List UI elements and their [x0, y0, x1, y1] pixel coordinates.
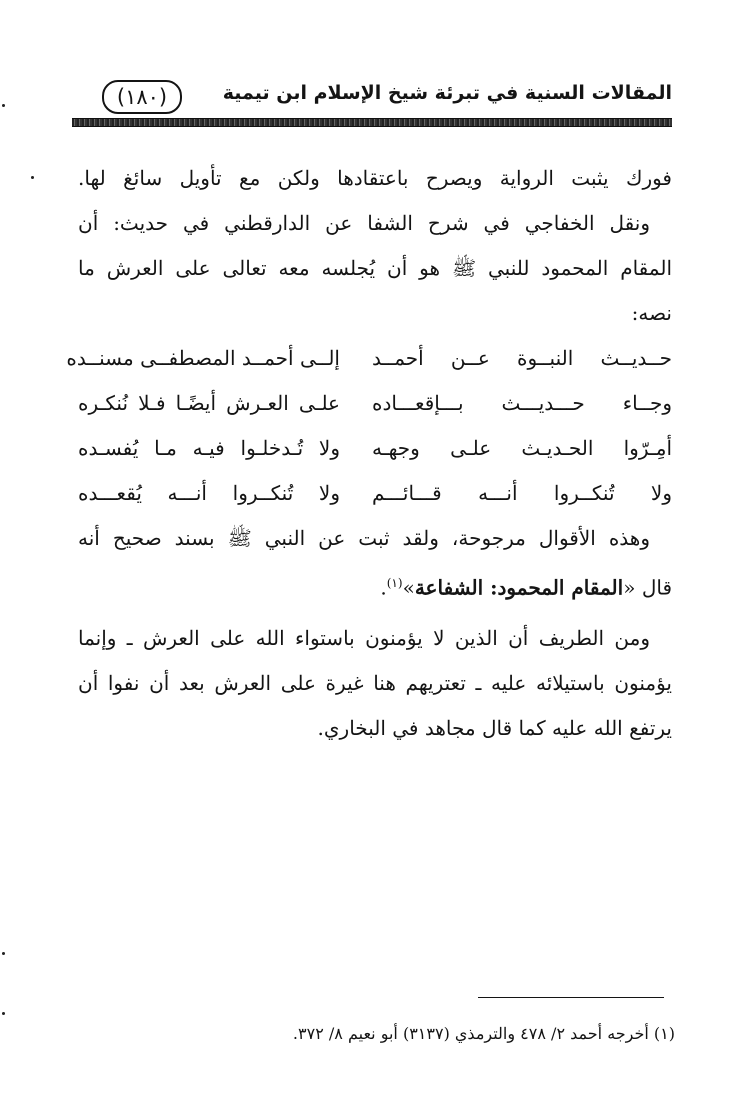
text-line: ونقل الخفاجي في شرح الشفا عن الدارقطني في حديث: أن	[78, 211, 650, 235]
running-title: المقالات السنية في تبرئة شيخ الإسلام ابن تيمية	[222, 82, 672, 104]
hadith-quote: المقام المحمود: الشفاعة	[414, 575, 624, 600]
quote-close: »	[402, 575, 415, 600]
text-line: يؤمنون باستيلائه عليه ـ تعتريهم هنا غيرة على العرش بعد أن نفوا أن	[78, 671, 672, 695]
poem	[66, 336, 672, 516]
poem-hemistich-second: علـى العـرش أيضًـا فـلا نُنكـره	[78, 391, 340, 415]
scan-mark	[2, 1012, 5, 1015]
footnote-ref[interactable]: (١)	[386, 576, 403, 590]
poem-verse	[78, 426, 672, 471]
poem-verse	[66, 336, 672, 381]
poem-verse	[78, 471, 672, 516]
poem-hemistich-second: إلــى أحمــد المصطفــى مسنــده	[66, 346, 340, 370]
page-header	[72, 74, 672, 118]
text-line: نصه:	[631, 301, 672, 325]
text-line: وهذه الأقوال مرجوحة، ولقد ثبت عن النبي ﷺ بسند صحيح أنه	[78, 526, 651, 550]
sentence-end: .	[380, 575, 387, 600]
page-number: (١٨٠)	[102, 80, 182, 114]
text-line: المقام المحمود للنبي ﷺ هو أن يُجلسه معه تعالى على العرش ما	[78, 256, 672, 280]
scan-mark	[31, 176, 34, 179]
text-line: ومن الطريف أن الذين لا يؤمنون باستواء الله على العرش ـ وإنما	[78, 626, 650, 650]
scan-mark	[2, 952, 5, 955]
header-rule	[72, 118, 672, 127]
quote-open: قال «	[623, 575, 672, 600]
poem-hemistich-second: ولا تُـدخلـوا فيـه مـا يُفسـده	[78, 436, 340, 460]
footnote-separator	[478, 997, 664, 998]
footnote: (١) أخرجه أحمد ٢/ ٤٧٨ والترمذي (٣١٣٧) أبو نعيم ٨/ ٣٧٢.	[292, 1024, 675, 1043]
text-line: يرتفع الله عليه كما قال مجاهد في البخاري.	[317, 716, 672, 740]
poem-hemistich-first: وجــاء حـــديـــث بـــإقعـــاده	[372, 391, 672, 415]
poem-hemistich-first: حــديــث النبــوة عــن أحمــد	[372, 346, 672, 370]
poem-hemistich-second: ولا تُنكــروا أنـــه يُقعـــده	[78, 481, 340, 505]
text-line	[78, 561, 672, 606]
poem-hemistich-first: أمِـرّوا الحـديـث علـى وجهـه	[372, 436, 672, 460]
text-line: فورك يثبت الرواية ويصرح باعتقادها ولكن مع تأويل سائغ لها.	[78, 166, 672, 190]
scan-mark	[2, 104, 5, 107]
body-text	[66, 156, 672, 751]
poem-hemistich-first: ولا تُنكــروا أنـــه قـــائـــم	[372, 481, 672, 505]
poem-verse	[78, 381, 672, 426]
